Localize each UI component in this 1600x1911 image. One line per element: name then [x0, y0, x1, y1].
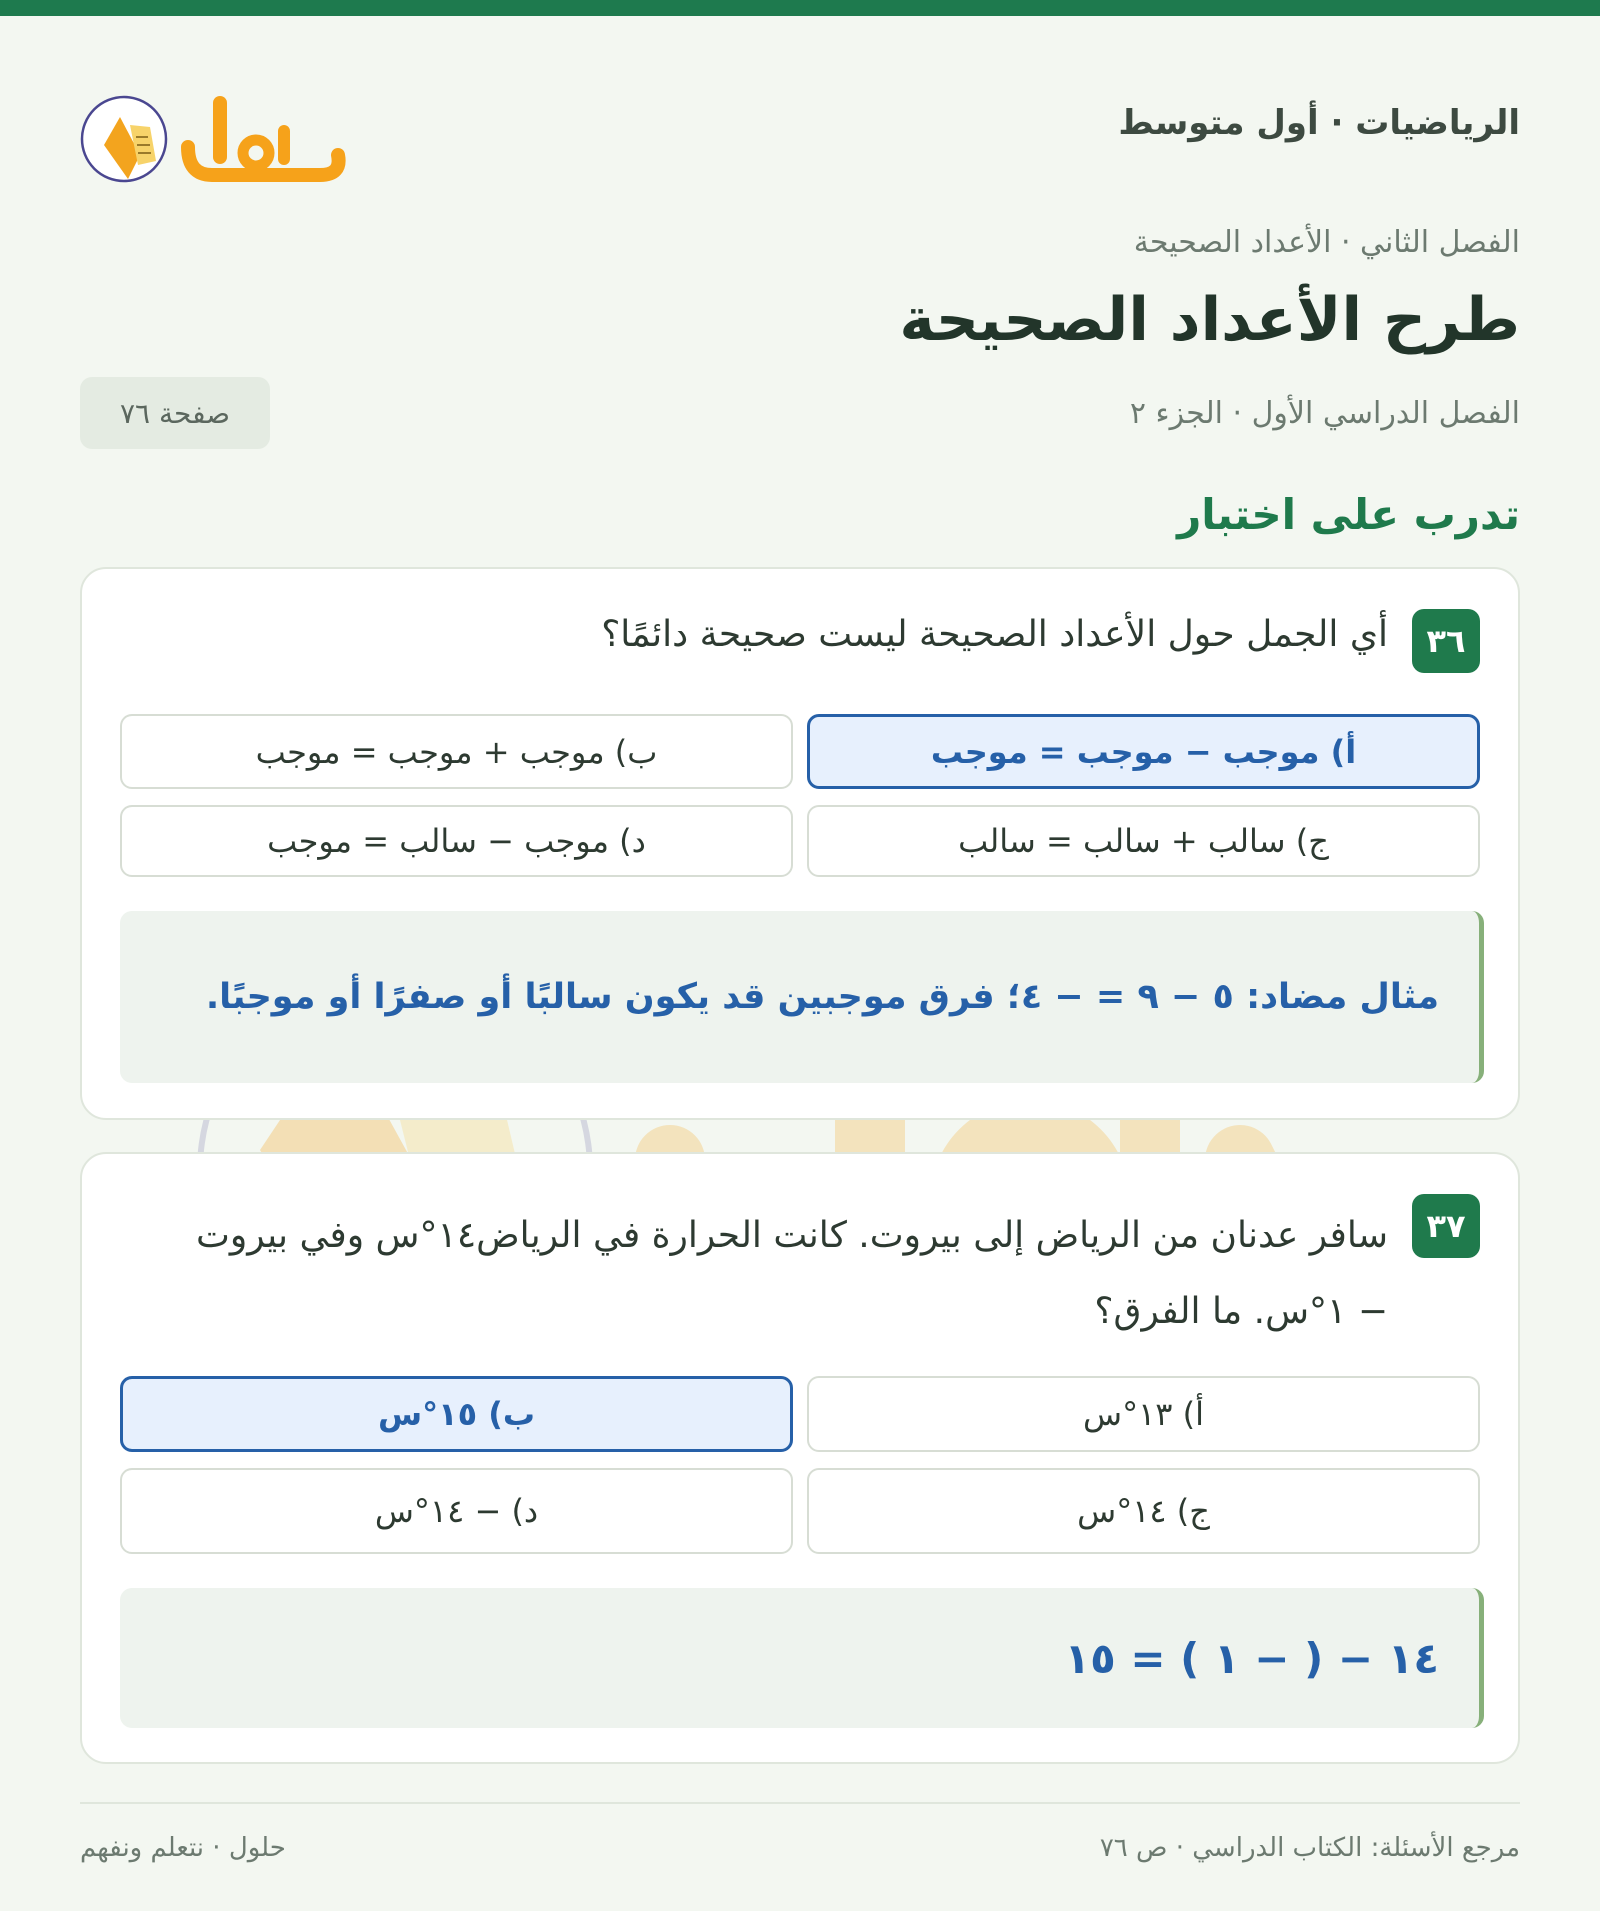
answer-explanation: مثال مضاد: ٥ − ٩ = − ٤؛ فرق موجبين قد يكون سالبًا أو صفرًا أو موجبًا. — [120, 911, 1484, 1083]
page-number-badge: صفحة ٧٦ — [80, 377, 270, 449]
logo-icon — [80, 95, 360, 185]
option-d[interactable]: د) − ١٤°س — [120, 1468, 793, 1554]
question-text: أي الجمل حول الأعداد الصحيحة ليست صحيحة دائمًا؟ — [601, 614, 1388, 655]
option-a[interactable]: أ) ١٣°س — [807, 1376, 1480, 1452]
footer-brand: حلول · نتعلم ونفهم — [80, 1833, 286, 1863]
section-title: تدرب على اختبار — [1177, 490, 1520, 539]
option-d[interactable]: د) موجب − سالب = موجب — [120, 805, 793, 877]
option-b[interactable]: ب) موجب + موجب = موجب — [120, 714, 793, 789]
term-label: الفصل الدراسي الأول · الجزء ٢ — [1129, 396, 1520, 431]
question-card — [80, 567, 1520, 1120]
question-text: سافر عدنان من الرياض إلى بيروت. كانت الحرارة في الرياض١٤°س وفي بيروت − ١°س. ما الفرق؟ — [196, 1215, 1388, 1332]
answer-explanation: ١٤ − ( − ١ ) = ١٥ — [120, 1588, 1484, 1728]
breadcrumb: الفصل الثاني · الأعداد الصحيحة — [1133, 225, 1520, 260]
page-header — [80, 95, 1520, 185]
question-card — [80, 1152, 1520, 1764]
question-number-badge: ٣٧ — [1412, 1194, 1480, 1258]
page-title: طرح الأعداد الصحيحة — [899, 285, 1520, 355]
hulul-logo[interactable] — [80, 95, 360, 185]
question-number-badge: ٣٦ — [1412, 609, 1480, 673]
option-c[interactable]: ج) ١٤°س — [807, 1468, 1480, 1554]
option-c[interactable]: ج) سالب + سالب = سالب — [807, 805, 1480, 877]
footer-divider — [80, 1802, 1520, 1804]
footer-reference: مرجع الأسئلة: الكتاب الدراسي · ص ٧٦ — [1099, 1833, 1520, 1863]
option-a[interactable]: أ) موجب − موجب = موجب — [807, 714, 1480, 789]
top-accent-bar — [0, 0, 1600, 16]
option-b[interactable]: ب) ١٥°س — [120, 1376, 793, 1452]
subject-label: الرياضيات · أول متوسط — [1118, 103, 1520, 143]
